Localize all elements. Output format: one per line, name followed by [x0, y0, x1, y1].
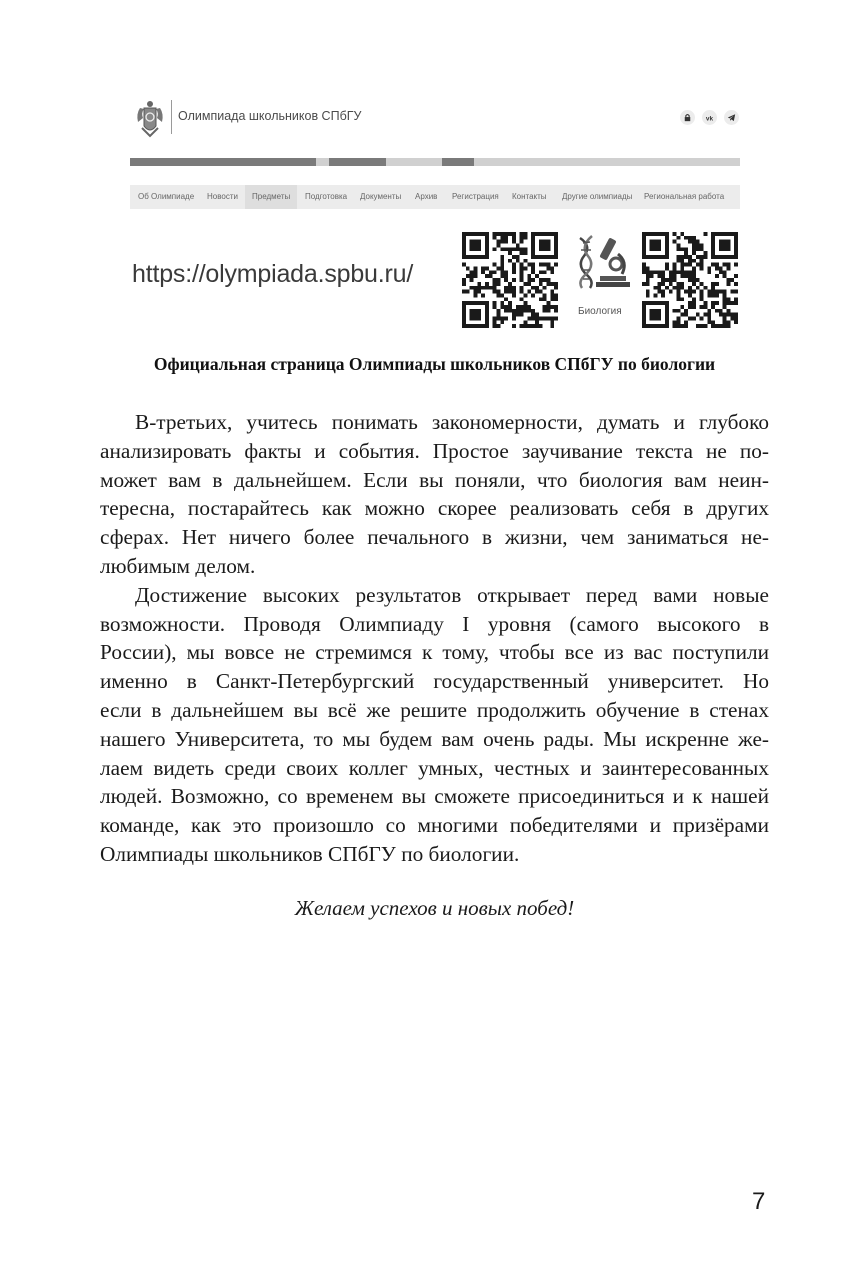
- lock-icon[interactable]: [680, 110, 695, 125]
- logo-divider: [171, 100, 172, 134]
- text-line: тересна, постарайтесь как можно скорее реализовать себя в других: [100, 496, 769, 521]
- header-bar-segment: [130, 158, 316, 166]
- header-bar-segment: [329, 158, 386, 166]
- nav-item-registration[interactable]: Регистрация: [452, 192, 499, 201]
- spbu-crest-icon: [134, 98, 166, 138]
- text-line: сферах. Нет ничего более печального в жизни, чем заниматься не-: [100, 525, 769, 550]
- text-line: Олимпиады школьников СПбГУ по биологии.: [100, 841, 520, 866]
- nav-item-subjects[interactable]: Предметы: [245, 185, 297, 209]
- svg-text:vk: vk: [705, 115, 714, 123]
- text-line: именно в Санкт-Петербургский государственный университет. Но: [100, 669, 769, 694]
- subject-label: Биология: [578, 306, 622, 317]
- website-nav: [130, 185, 740, 209]
- text-line: лаем видеть среди своих коллег умных, честных и заинтересованных: [100, 755, 769, 780]
- nav-item-preparation[interactable]: Подготовка: [305, 192, 348, 201]
- nav-item-regional-work[interactable]: Региональная работа: [644, 192, 725, 201]
- text-line: Достижение высоких результатов открывает перед вами новые: [135, 582, 769, 607]
- page-number: 7: [752, 1188, 766, 1215]
- nav-item-other-olympiads[interactable]: Другие олимпиады: [562, 192, 633, 201]
- text-line: В-третьих, учитесь понимать закономерности, думать и глубоко: [135, 410, 769, 434]
- vk-icon[interactable]: [702, 110, 717, 125]
- qr-code-icon: [462, 232, 558, 328]
- website-title: Олимпиада школьников СПбГУ: [178, 109, 362, 123]
- nav-item-about[interactable]: Об Олимпиаде: [138, 192, 195, 201]
- website-header: [130, 92, 740, 142]
- figure-caption: Официальная страница Олимпиады школьников СПбГУ по биологии: [153, 354, 716, 374]
- header-bar-segment: [442, 158, 474, 166]
- telegram-icon[interactable]: [724, 110, 739, 125]
- biology-microscope-icon: [574, 232, 632, 290]
- text-line: России), мы вовсе не стремимся к тому, чтобы все из вас поступили: [100, 640, 769, 665]
- text-line: команде, как это произошло со многими победителями и призёрами: [100, 813, 769, 838]
- closing-wish: Желаем успехов и новых побед!: [294, 896, 575, 920]
- text-line: нашего Университета, то мы будем вам очень рады. Мы искренне же-: [100, 726, 769, 751]
- nav-item-documents[interactable]: Документы: [360, 192, 402, 201]
- text-line: анализировать факты и события. Простое заучивание текста не по-: [100, 438, 769, 463]
- nav-item-news[interactable]: Новости: [207, 192, 238, 201]
- text-line: может вам в дальнейшем. Если вы поняли, что биология вам неин-: [100, 467, 769, 492]
- qr-code-icon: [642, 232, 738, 328]
- text-line: любимым делом.: [100, 553, 256, 578]
- text-line: если в дальнейшем вы всё же решите продолжить обучение в стенах: [100, 697, 769, 722]
- nav-item-contacts[interactable]: Контакты: [512, 192, 547, 201]
- website-url: https://olympiada.spbu.ru/: [132, 260, 414, 288]
- text-line: возможности. Проводя Олимпиаду I уровня (самого высокого в: [100, 611, 769, 636]
- nav-item-archive[interactable]: Архив: [415, 192, 438, 201]
- text-line: людей. Возможно, со временем вы сможете присоединиться и к нашей: [100, 784, 769, 809]
- body-text: [100, 408, 769, 869]
- website-screenshot: [130, 92, 740, 332]
